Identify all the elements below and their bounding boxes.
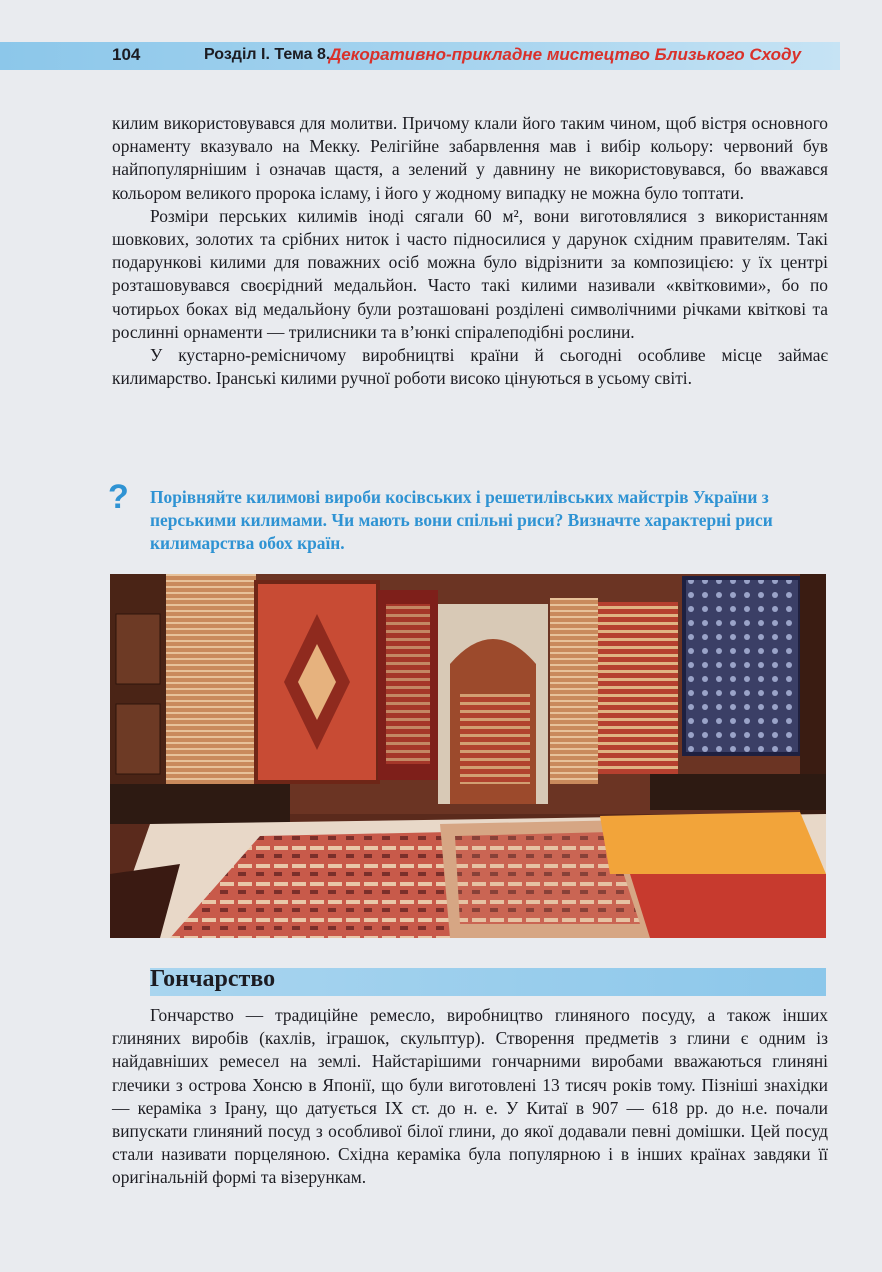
paragraph: У кустарно-ремісничому виробництві країни й сьогодні особливе місце займає килимарство. Іранські килими ручної роботи високо цінуються в усьому світі.: [112, 345, 828, 389]
topic-title: Декоративно-прикладне мистецтво Близького Сходу: [329, 45, 802, 64]
section-heading: Гончарство: [150, 966, 276, 992]
paragraph: Розміри перських килимів іноді сягали 60 м², вони виготовлялися з використанням шовкових, золотих та срібних ниток і часто підносилися у дарунок східним правителям. Такі подарункові килими для поважних осіб можна було відрізнити за композицією: у їх центрі розташовувався своєрідний медальйон. Часто такі килими називали «квітковими», бо по чотирьох боках від медальйону були розташовані розділені символічними річками квіткові та рослинні орнаменти — трилисники та в’юнкі спіралеподібні рослини.: [112, 205, 828, 342]
carpet-shop-illustration: [110, 574, 826, 938]
page-header: [0, 42, 840, 70]
paragraph: килим використовувався для молитви. Причому клали його таким чином, щоб вістря основного орнаменту вказувало на Мекку. Релігійне забарвлення мав і вибір кольору: червоний був найпопулярнішим і означав щастя, а зелений у давнину не використовувався, бо вважався кольором великого пророка ісламу, і його у жодному випадку не можна було топтати.: [112, 113, 828, 203]
question-text: Порівняйте килимові вироби косівських і решетилівських майстрів України з перськими килимами. Чи мають вони спільні риси? Визначте характерні риси килимарства обох країн.: [150, 487, 773, 554]
section-label: Розділ I. Тема 8.: [204, 46, 331, 63]
carpet-shop-photo: [110, 574, 826, 938]
body-text-top: [112, 112, 828, 390]
paragraph: Гончарство — традиційне ремесло, виробництво глиняного посуду, а також інших глиняних виробів (кахлів, іграшок, скульптур). Створення предметів з глини є одним із найдавніших ремесел на землі. Найстарішими гончарними виробами вважаються глиняні глечики з острова Хонсю в Японії, що були виготовлені 13 тисяч років тому. Пізніші знахідки — кераміка з Ірану, що датується IX ст. до н. е. У Китаї в 907 — 618 рр. до н.е. почали випускати глиняний посуд з особливої білої глини, до якої додавали певні домішки. Цей посуд стали називати порцеляною. Східна кераміка була популярною і в інших країнах завдяки її оригінальній формі та візерункам.: [112, 1005, 828, 1188]
page-number: 104: [112, 45, 141, 64]
question-mark-icon: ?: [108, 478, 129, 516]
body-text-bottom: [112, 1004, 828, 1190]
